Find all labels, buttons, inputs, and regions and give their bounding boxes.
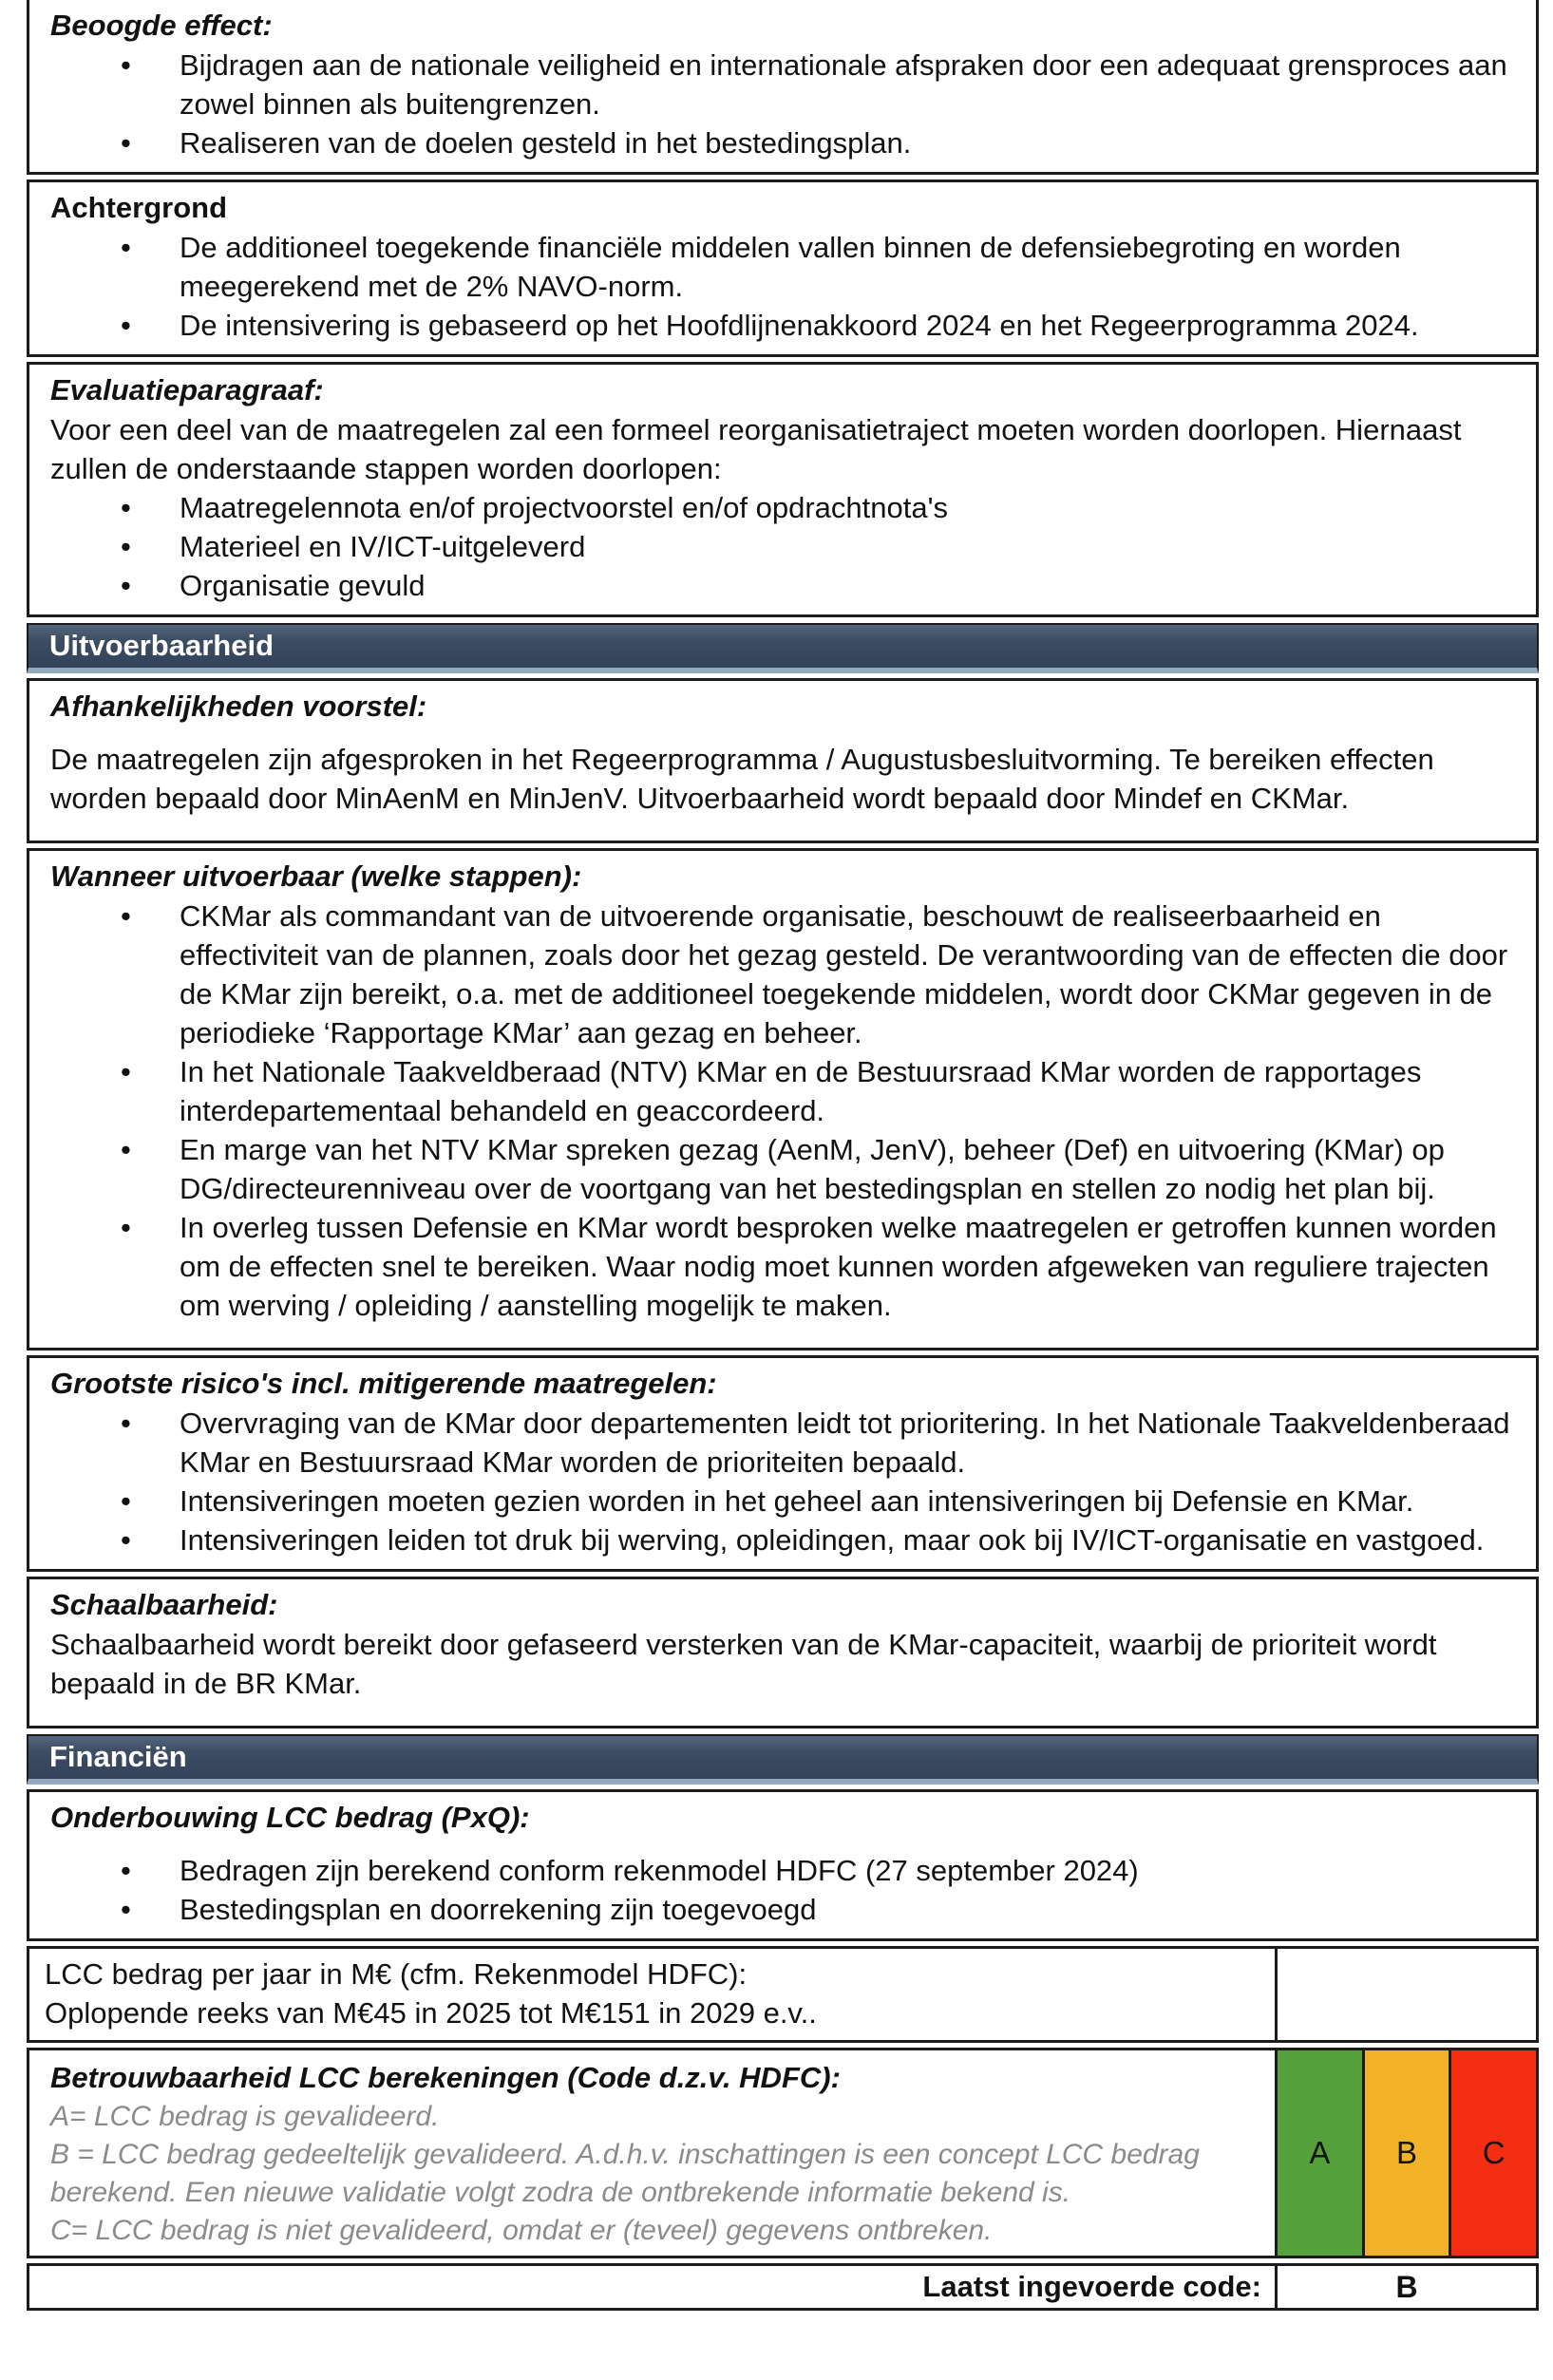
afhankelijkheden-body: De maatregelen zijn afgesproken in het Regeerprogramma / Augustusbesluitvorming. Te bereiken effecten worden bepaald door MinAenM en MinJenV. Uitvoerbaarheid wordt bepaald door Mindef en CKMar. — [50, 743, 1434, 815]
code-cell-c: C — [1449, 2050, 1536, 2256]
section-wanneer-uitvoerbaar — [27, 848, 1539, 1351]
bullet-item: • Intensiveringen moeten gezien worden in het geheel aan intensiveringen bij Defensie en KMar. — [180, 1482, 1515, 1521]
evaluatieparagraaf-title: Evaluatieparagraaf: — [50, 373, 324, 406]
section-achtergrond — [27, 179, 1539, 357]
evaluatieparagraaf-bullets — [50, 488, 1515, 605]
betrouwbaarheid-title: Betrouwbaarheid LCC berekeningen (Code d.z.v. HDFC): — [50, 2061, 841, 2094]
risicos-bullets — [50, 1404, 1515, 1559]
laatst-code-value: B — [1395, 2270, 1418, 2304]
bullet-item: • CKMar als commandant van de uitvoerende organisatie, beschouwt de realiseerbaarheid en effectiviteit van de plannen, zoals door het gezag gesteld. De verantwoording van de effecten die door de KMar zijn bereikt, o.a. met de additioneel toegekende middelen, wordt door CKMar gegeven in de periodieke ‘Rapportage KMar’ aan gezag en beheer. — [180, 897, 1515, 1052]
section-beoogde-effect — [27, 0, 1539, 175]
legend-code-c: C= LCC bedrag is niet gevalideerd, omdat er (teveel) gegevens ontbreken. — [50, 2215, 993, 2246]
code-cell-a: A — [1278, 2050, 1362, 2256]
uitvoerbaarheid-section-bar: Uitvoerbaarheid — [27, 623, 1539, 673]
section-afhankelijkheden — [27, 678, 1539, 843]
wanneer-uitvoerbaar-title: Wanneer uitvoerbaar (welke stappen): — [50, 859, 582, 893]
bullet-item: • Materieel en IV/ICT-uitgeleverd — [180, 527, 1515, 566]
bullet-item: • De additioneel toegekende financiële middelen vallen binnen de defensiebegroting en worden meegerekend met de 2% NAVO-norm. — [180, 228, 1515, 306]
bullet-item: • Maatregelennota en/of projectvoorstel en/of opdrachtnota's — [180, 488, 1515, 527]
bullet-item: • En marge van het NTV KMar spreken gezag (AenM, JenV), beheer (Def) en uitvoering (KMar) op DG/directeurenniveau over de voortgang van het bestedingsplan en stellen zo nodig het plan bij. — [180, 1130, 1515, 1208]
code-cell-b: B — [1362, 2050, 1449, 2256]
section-evaluatieparagraaf — [27, 362, 1539, 617]
bullet-item: • Bijdragen aan de nationale veiligheid en internationale afspraken door een adequaat grensproces aan zowel binnen als buitengrenzen. — [180, 46, 1515, 123]
bullet-item: • Intensiveringen leiden tot druk bij werving, opleidingen, maar ook bij IV/ICT-organisatie en vastgoed. — [180, 1521, 1515, 1559]
financien-section-bar: Financiën — [27, 1734, 1539, 1785]
evaluatieparagraaf-intro: Voor een deel van de maatregelen zal een formeel reorganisatietraject moeten worden doorlopen. Hiernaast zullen de onderstaande stappen worden doorlopen: — [50, 413, 1462, 485]
legend-code-b: B = LCC bedrag gedeeltelijk gevalideerd. A.d.h.v. inschattingen is een concept LCC bedrag berekend. Een nieuwe validatie volgt zodra de ontbrekende informatie bekend is. — [50, 2139, 1200, 2208]
lcc-bedrag-empty-cell — [1278, 1949, 1536, 2040]
bullet-item: • De intensivering is gebaseerd op het Hoofdlijnenakkoord 2024 en het Regeerprogramma 2024. — [180, 306, 1515, 345]
row-laatst-code — [27, 2263, 1539, 2311]
section-schaalbaarheid — [27, 1577, 1539, 1728]
bullet-item: • Bedragen zijn berekend conform rekenmodel HDFC (27 september 2024) — [180, 1851, 1515, 1890]
lcc-bedrag-line2: Oplopende reeks van M€45 in 2025 tot M€151 in 2029 e.v.. — [45, 1996, 817, 2030]
laatst-code-label: Laatst ingevoerde code: — [29, 2266, 1278, 2308]
beoogde-effect-bullets — [50, 46, 1515, 162]
bullet-item: • Organisatie gevuld — [180, 566, 1515, 605]
schaalbaarheid-title: Schaalbaarheid: — [50, 1588, 278, 1621]
legend-code-a: A= LCC bedrag is gevalideerd. — [50, 2101, 440, 2132]
achtergrond-title: Achtergrond — [50, 191, 227, 224]
bullet-item: • Overvraging van de KMar door departementen leidt tot prioritering. In het Nationale Taakveldenberaad KMar en Bestuursraad KMar worden de prioriteiten bepaald. — [180, 1404, 1515, 1482]
betrouwbaarheid-text-cell — [29, 2050, 1278, 2256]
lcc-bedrag-text-cell — [29, 1949, 1278, 2040]
bullet-item: • Bestedingsplan en doorrekening zijn toegevoegd — [180, 1890, 1515, 1929]
bullet-item: • In het Nationale Taakveldberaad (NTV) KMar en de Bestuursraad KMar worden de rapportages interdepartementaal behandeld en geaccordeerd. — [180, 1052, 1515, 1130]
lcc-bedrag-line1: LCC bedrag per jaar in M€ (cfm. Rekenmodel HDFC): — [45, 1957, 748, 1991]
onderbouwing-bullets — [50, 1851, 1515, 1929]
row-lcc-bedrag — [27, 1946, 1539, 2043]
row-betrouwbaarheid — [27, 2048, 1539, 2258]
onderbouwing-title: Onderbouwing LCC bedrag (PxQ): — [50, 1801, 530, 1834]
wanneer-uitvoerbaar-bullets — [50, 897, 1515, 1325]
schaalbaarheid-body: Schaalbaarheid wordt bereikt door gefaseerd versterken van de KMar-capaciteit, waarbij de prioriteit wordt bepaald in de BR KMar. — [50, 1628, 1437, 1700]
beoogde-effect-title: Beoogde effect: — [50, 9, 273, 42]
bullet-item: • In overleg tussen Defensie en KMar wordt besproken welke maatregelen er getroffen kunnen worden om de effecten snel te bereiken. Waar nodig moet kunnen worden afgeweken van reguliere trajecten om werving / opleiding / aanstelling mogelijk te maken. — [180, 1208, 1515, 1325]
section-risicos — [27, 1355, 1539, 1572]
achtergrond-bullets — [50, 228, 1515, 345]
bullet-item: • Realiseren van de doelen gesteld in het bestedingsplan. — [180, 123, 1515, 162]
afhankelijkheden-title: Afhankelijkheden voorstel: — [50, 689, 427, 723]
risicos-title: Grootste risico's incl. mitigerende maatregelen: — [50, 1367, 717, 1400]
code-strip — [1278, 2050, 1536, 2256]
section-onderbouwing — [27, 1789, 1539, 1941]
